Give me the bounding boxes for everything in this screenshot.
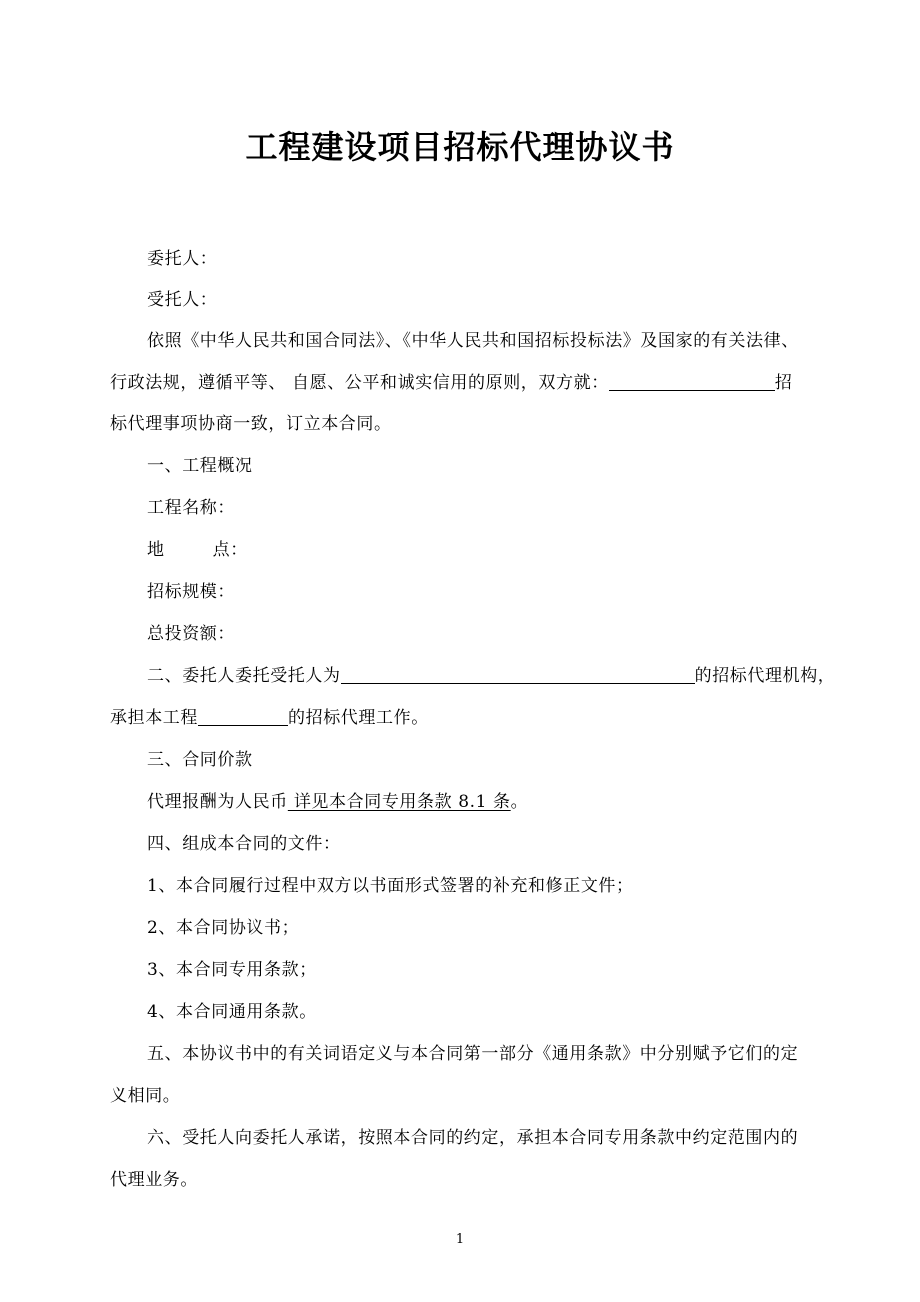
basis-line-3: 标代理事项协商一致，订立本合同。 [110,414,392,434]
section-2b-text: 承担本工程 [110,708,198,728]
document-item-2: 2、本合同协议书； [147,918,300,938]
scope-blank [198,707,288,726]
scale-line: 招标规模： [147,582,235,602]
fee-text: 代理报酬为人民币 [147,792,288,812]
basis-line-2-tail: 招 [774,373,793,393]
section-6-line-1: 六、受托人向委托人承诺，按照本合同的约定，承担本合同专用条款中约定范围内的 [147,1128,799,1148]
section-6-line-2: 代理业务。 [110,1170,198,1190]
section-3-heading: 三、合同价款 [147,750,253,770]
fee-line [110,790,887,814]
section-2-line [110,664,887,688]
section-2b-tail: 的招标代理工作。 [288,708,429,728]
basis-line-2-text: 行政法规，遵循平等、 自愿、公平和诚实信用的原则，双方就： [110,373,609,393]
basis-line-1: 依照《中华人民共和国合同法》、《中华人民共和国招标投标法》及国家的有关法律、 [147,331,799,351]
consignor-line: 委托人： [147,249,218,269]
document-item-3: 3、本合同专用条款； [147,960,317,980]
location-line: 地 点： [147,540,248,560]
document-item-1: 1、本合同履行过程中双方以书面形式签署的补充和修正文件； [147,876,634,896]
document-title: 工程建设项目招标代理协议书 [245,128,675,166]
section-1-heading: 一、工程概况 [147,456,253,476]
agency-blank [341,665,695,684]
section-2-tail: 的招标代理机构， [694,666,836,686]
section-5-line-1: 五、本协议书中的有关词语定义与本合同第一部分《通用条款》中分别赋予它们的定 [147,1044,799,1064]
basis-line-2 [110,371,850,395]
section-2-line-b [110,706,850,730]
project-name-line: 工程名称： [147,498,235,518]
project-blank [609,372,775,391]
document-item-4: 4、本合同通用条款。 [147,1002,317,1022]
investment-line: 总投资额： [147,624,235,644]
fee-tail: 。 [510,792,529,812]
page-number: 1 [455,1232,465,1247]
agent-line: 受托人： [147,290,218,310]
section-4-heading: 四、组成本合同的文件： [147,834,341,854]
section-2-text: 二、委托人委托受托人为 [147,666,341,686]
fee-value: 详见本合同专用条款 8.1 条 [287,792,511,812]
section-5-line-2: 义相同。 [110,1086,181,1106]
